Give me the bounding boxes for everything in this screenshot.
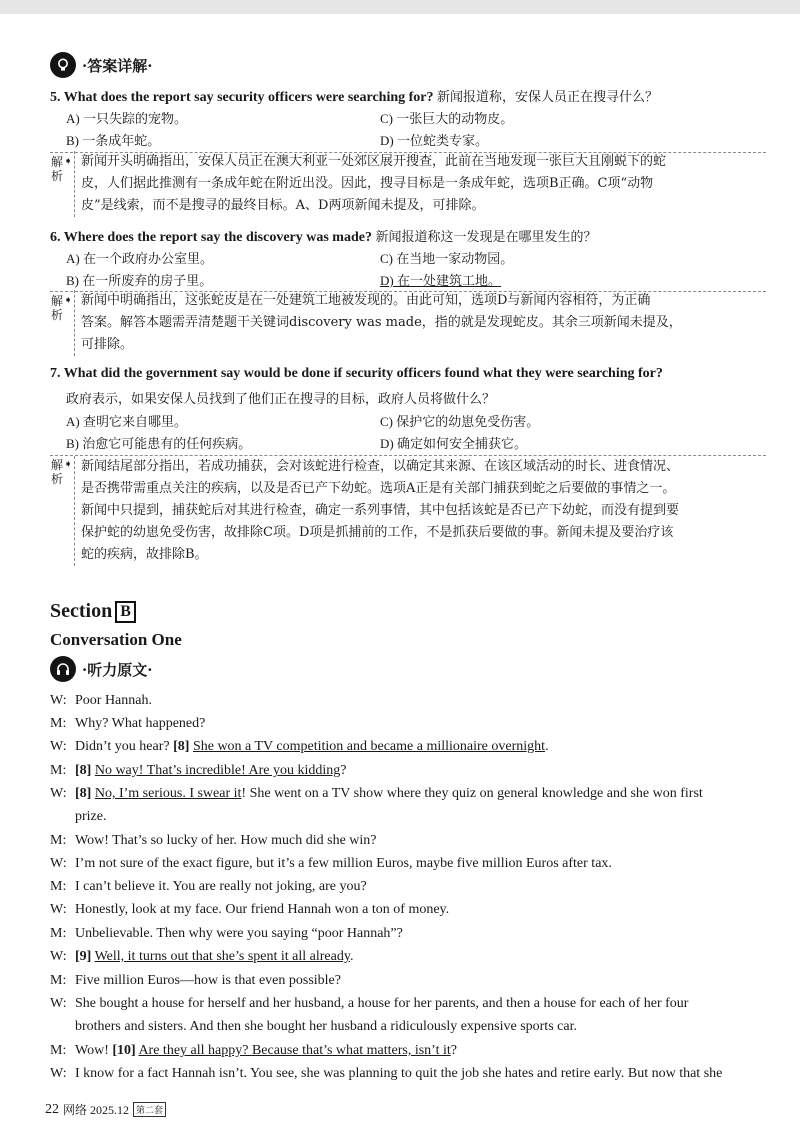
dialogue-text: [8] No way! That’s incredible! Are you kidding?: [75, 763, 347, 778]
q7-analysis-label: 解析: [50, 458, 63, 486]
q5-option-c: C) 一张巨大的动物皮。: [380, 111, 514, 126]
q6-option-d: D) 在一处建筑工地。: [380, 273, 501, 288]
dialogue-text: Didn’t you hear? [8] She won a TV competition and became a millionaire overnight.: [75, 739, 549, 754]
dialogue-text: [8] No, I’m serious. I swear it! She went on a TV show where they quiz on general knowledge and she won first: [75, 786, 703, 801]
q7-chinese: 政府表示，如果安保人员找到了他们正在搜寻的目标，政府人员将做什么？: [66, 392, 496, 407]
speaker-label: M:: [50, 879, 67, 894]
dialogue-text: I’m not sure of the exact figure, but it’s a few million Euros, maybe five million Euros after tax.: [75, 856, 612, 871]
explanation-line: 皮，人们据此推测有一条成年蛇在附近出没。因此，搜寻目标是一条成年蛇，选项B正确。C项“动物: [81, 176, 654, 191]
q7-option-c: C) 保护它的幼崽免受伤害。: [380, 414, 540, 429]
top-strip: [0, 0, 800, 14]
q6-explanation: [74, 290, 771, 356]
bulb-icon: [50, 52, 76, 78]
dialogue-text: She bought a house for herself and her husband, a house for her parents, and then a house for each of her four: [75, 996, 689, 1011]
speaker-label: M:: [50, 1043, 67, 1058]
q7-explanation: [74, 456, 771, 566]
speaker-label: W:: [50, 902, 67, 917]
page-number: 22: [45, 1101, 59, 1117]
dialogue-text: Wow! [10] Are they all happy? Because that’s what matters, isn’t it?: [75, 1043, 457, 1058]
q5-analysis-label: 解析: [50, 155, 63, 183]
dialogue-text: Wow! That’s so lucky of her. How much did she win?: [75, 833, 377, 848]
dialogue-text: Poor Hannah.: [75, 693, 152, 708]
q6-option-b: B) 在一所废弃的房子里。: [66, 273, 213, 288]
speaker-label: W:: [50, 856, 67, 871]
q7-option-b: B) 治愈它可能患有的任何疾病。: [66, 436, 252, 451]
dialogue-text: I can’t believe it. You are really not joking, are you?: [75, 879, 367, 894]
speaker-label: W:: [50, 949, 67, 964]
script-banner: [50, 656, 152, 682]
banner-title: ·答案详解·: [82, 56, 153, 75]
explanation-line: 新闻中只提到，捕获蛇后对其进行检查，确定一系列事情，其中包括该蛇是否已产下幼蛇，而没有提到要: [81, 503, 680, 518]
question-5: [50, 86, 658, 106]
question-6: [50, 226, 596, 246]
explanation-line: 答案。解答本题需弄清楚题干关键词discovery was made，指的就是发现蛇皮。其余三项新闻未提及，: [81, 315, 682, 330]
section-heading: [50, 600, 136, 623]
dialogue-text: Honestly, look at my face. Our friend Hannah won a ton of money.: [75, 902, 450, 917]
section-letter: B: [115, 601, 136, 623]
explanation-line: 可排除。: [81, 337, 134, 352]
q7-english: What did the government say would be done if security officers found what they were searching for?: [63, 366, 663, 381]
arrow-icon: ➧: [64, 295, 73, 306]
q5-english: What does the report say security officers were searching for?: [63, 90, 434, 105]
q6-number: 6.: [50, 230, 61, 245]
headphones-icon: [50, 656, 76, 682]
explanation-line: 新闻结尾部分指出，若成功捕获，会对该蛇进行检查，以确定其来源、在该区域活动的时长、进食情况、: [81, 459, 680, 474]
speaker-label: W:: [50, 786, 67, 801]
arrow-icon: ➧: [64, 459, 73, 470]
dialogue-text: [9] Well, it turns out that she’s spent it all already.: [75, 949, 354, 964]
q5-option-b: B) 一条成年蛇。: [66, 133, 161, 148]
q6-chinese: 新闻报道称这一发现是在哪里发生的？: [375, 230, 597, 245]
q5-explanation: [74, 151, 771, 217]
q5-option-d: D) 一位蛇类专家。: [380, 133, 488, 148]
speaker-label: W:: [50, 693, 67, 708]
speaker-label: W:: [50, 739, 67, 754]
q5-option-a: A) 一只失踪的宠物。: [66, 111, 187, 126]
speaker-label: M:: [50, 833, 67, 848]
q6-english: Where does the report say the discovery was made?: [63, 230, 372, 245]
explanation-line: 皮”是线索，而不是搜寻的最终目标。A、D两项新闻未提及，可排除。: [81, 198, 485, 213]
banner2-title: ·听力原文·: [82, 660, 153, 679]
publication-info: 网络 2025.12: [63, 1103, 130, 1117]
q6-option-c: C) 在当地一家动物园。: [380, 251, 514, 266]
q7-number: 7.: [50, 366, 61, 381]
explanation-line: 新闻中明确指出，这张蛇皮是在一处建筑工地被发现的。由此可知，选项D与新闻内容相符，为正确: [81, 293, 651, 308]
speaker-label: W:: [50, 1066, 67, 1081]
speaker-label: W:: [50, 996, 67, 1011]
speaker-label: M:: [50, 926, 67, 941]
dialogue-text: I know for a fact Hannah isn’t. You see, she was planning to quit the job she hates and retire early. But now that she: [75, 1066, 723, 1081]
conversation-title: Conversation One: [50, 630, 182, 649]
arrow-icon: ➧: [64, 156, 73, 167]
dialogue-text: Why? What happened?: [75, 716, 206, 731]
q7-option-a: A) 查明它来自哪里。: [66, 414, 187, 429]
answer-banner: [50, 52, 152, 78]
q6-analysis-label: 解析: [50, 294, 63, 322]
question-7: [50, 366, 663, 382]
q6-option-a: A) 在一个政府办公室里。: [66, 251, 213, 266]
explanation-line: 是否携带需重点关注的疾病，以及是否已产下幼蛇。选项A正是有关部门捕获到蛇之后要做的事情之一。: [81, 481, 676, 496]
page-footer: [45, 1101, 166, 1118]
dialogue-text: prize.: [75, 809, 107, 824]
explanation-line: 蛇的疾病，故排除B。: [81, 547, 208, 562]
q7-option-d: D) 确定如何安全捕获它。: [380, 436, 527, 451]
explanation-line: 新闻开头明确指出，安保人员正在澳大利亚一处郊区展开搜查，此前在当地发现一张巨大且刚蜕下的蛇: [81, 154, 667, 169]
speaker-label: M:: [50, 716, 67, 731]
dialogue-text: Five million Euros—how is that even possible?: [75, 973, 341, 988]
explanation-line: 保护蛇的幼崽免受伤害，故排除C项。D项是抓捕前的工作，不是抓获后要做的事。新闻未提及要治疗该: [81, 525, 674, 540]
dialogue-text: brothers and sisters. And then she bought her husband a ridiculously expensive sports car.: [75, 1019, 577, 1034]
section-label: Section: [50, 600, 113, 622]
q5-chinese: 新闻报道称，安保人员正在搜寻什么？: [437, 90, 659, 105]
speaker-label: M:: [50, 763, 67, 778]
speaker-label: M:: [50, 973, 67, 988]
q5-number: 5.: [50, 90, 61, 105]
dialogue-text: Unbelievable. Then why were you saying “poor Hannah”?: [75, 926, 403, 941]
set-tag: 第二套: [133, 1102, 166, 1117]
